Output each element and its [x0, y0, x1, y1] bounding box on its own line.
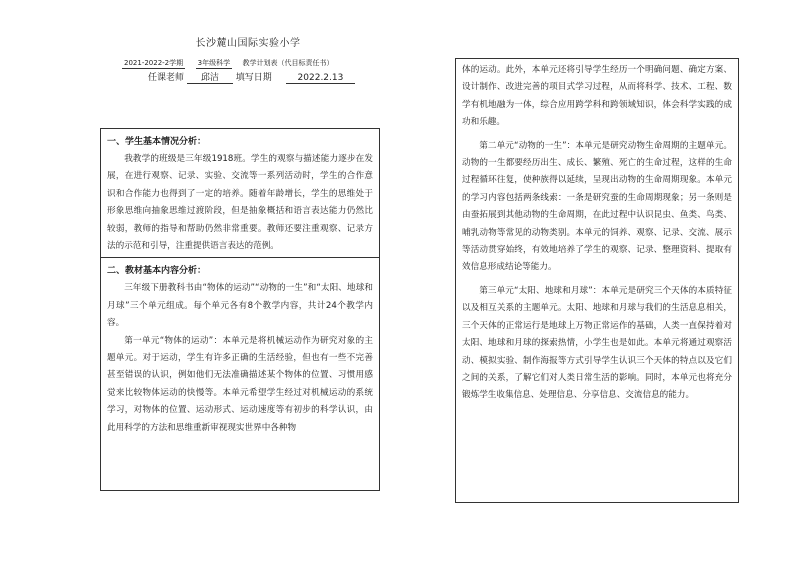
grade-subject-value: 3年级科学 — [197, 59, 231, 67]
section1-text: 我教学的班级是三年级1918班。学生的观察与描述能力逐步在发展，在进行观察、记录、实验、交流等一系列活动时，学生的合作意识和合作能力也得到了一定的培养。随着年龄增长，学生的思维处于形象思维向抽象思维过渡阶段，但是抽象概括和语言表达能力仍然比较弱，教师的指导和帮助仍然非常重要。教师还要注重观察、记录方法的示范和引导，注重提供语言表达的范例。 — [107, 154, 373, 252]
unit2-text: 第二单元“动物的一生”：本单元是研究动物生命周期的主题单元。动物的一生都要经历出生、成长、繁殖、死亡的生命过程，这样的生命过程循环往复，使种族得以延续，呈现出动物的生命周期现象。本单元的学习内容包括两条线索：一条是研究蚕的生命周期现象；另一条则是由蚕拓展到其他动物的生命周期，在此过程中认识昆虫、鱼类、鸟类、哺乳动物等常见的动物类别。本单元的饲养、观察、记录、交流、展示等活动贯穿始终，有效地培养了学生的观察、记录、整理资料、提取有效信息形成结论等能力。 — [462, 140, 732, 273]
teacher-name: 邱洁 — [187, 73, 233, 84]
date-label: 填写日期 — [235, 73, 272, 83]
plan-meta-row — [122, 58, 334, 69]
teacher-date-row — [148, 70, 355, 83]
right-table — [455, 58, 739, 503]
section2-intro: 三年级下册教科书由“物体的运动”“动物的一生”和“太阳、地球和月球”三个单元组成。每个单元各有8个教学内容，共计24个教学内容。 — [107, 283, 373, 329]
plan-label: 教学计划表（代目标责任书） — [242, 59, 334, 67]
section2-title: 二、教材基本内容分析： — [107, 266, 207, 277]
date-value: 2022.2.13 — [286, 73, 356, 84]
unit3-text: 第三单元“太阳、地球和月球”：本单元是研究三个天体的本质特征以及相互关系的主题单元。太阳、地球和月球与我们的生活息息相关，三个天体的正常运行是地球上万物正常运作的基础，人类一直保持着对太阳、地球和月球的探索热情，小学生也是如此。本单元将通过观察活动、模拟实验、制作海报等方式引导学生认识三个天体的特点以及它们之间的关系，了解它们对人类日常生活的影响。同时，本单元也将充分锻炼学生收集信息、处理信息、分享信息、交流信息的能力。 — [462, 285, 732, 401]
school-title: 长沙麓山国际实验小学 — [195, 38, 301, 49]
term-value: 2021-2022-2学期 — [124, 59, 184, 67]
teacher-label: 任课老师 — [148, 73, 185, 83]
unit1-continued-text: 体的运动。此外，本单元还将引导学生经历一个明确问题、确定方案、设计制作、改进完善的项目式学习过程，从而将科学、技术、工程、数学有机地融为一体，综合应用跨学科和跨领域知识，体会科学实践的成功和乐趣。 — [462, 65, 732, 128]
unit1-text: 第一单元“物体的运动”：本单元是将机械运动作为研究对象的主题单元。对于运动，学生有许多正确的生活经验，但也有一些不完善甚至错误的认识，例如他们无法准确描述某个物体的位置、习惯用感觉来比较物体运动的快慢等。本单元希望学生经过对机械运动的系统学习，对物体的位置、运动形式、运动速度等有初步的科学认识，由此用科学的方法和思维重新审视现实世界中各种物 — [107, 335, 373, 433]
left-table — [100, 128, 380, 491]
section1-title: 一、学生基本情况分析： — [107, 137, 207, 147]
